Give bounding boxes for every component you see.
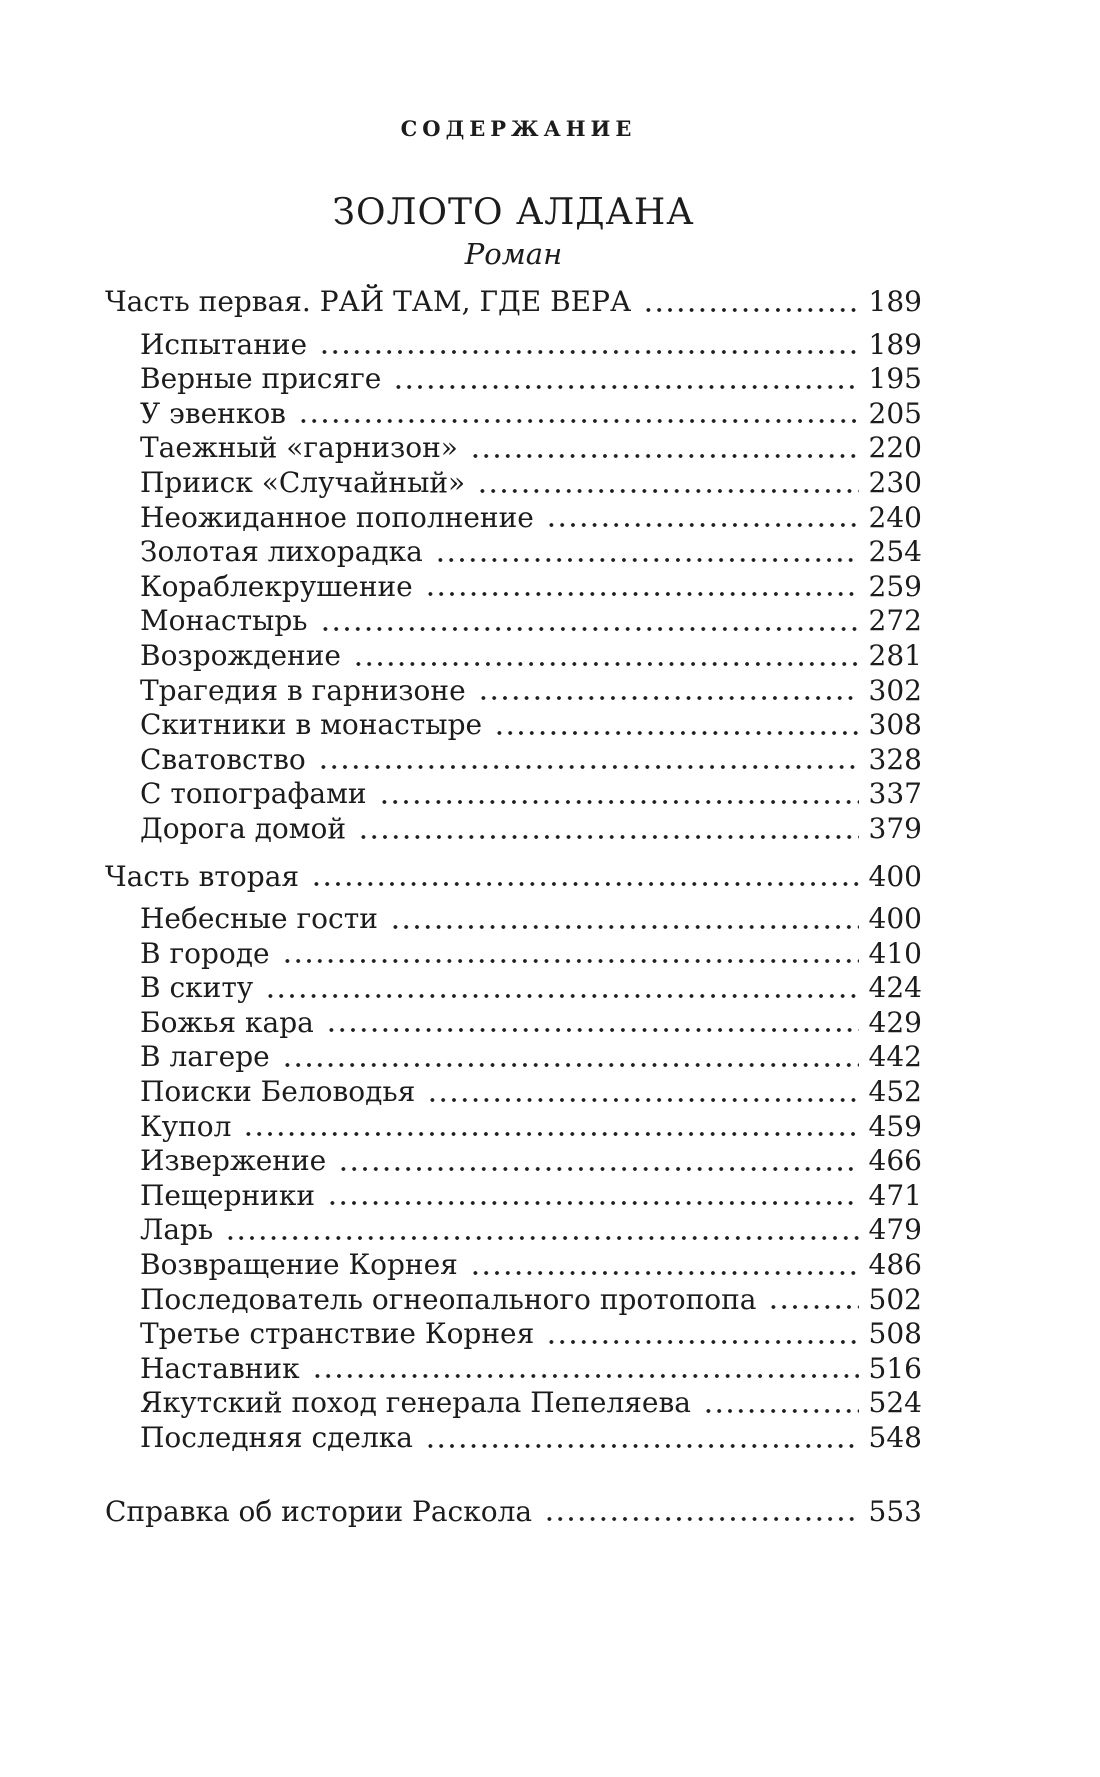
toc-leader-dots (315, 743, 859, 778)
toc-leader-dots (262, 971, 858, 1006)
toc-entry-title: Божья кара (140, 1005, 314, 1039)
toc-entry (105, 1386, 922, 1421)
toc-leader-dots (376, 777, 859, 812)
toc-entry-title: Якутский поход генерала Пепеляева (140, 1386, 691, 1420)
toc-leader-dots (422, 570, 859, 605)
toc-entry (105, 1110, 922, 1145)
toc-entry-title: Часть первая. РАЙ ТАМ, ГДЕ ВЕРА (105, 285, 632, 318)
toc-list (105, 285, 922, 1529)
toc-entry-title: Дорога домой (140, 811, 347, 845)
toc-entry-page: 400 (868, 902, 922, 936)
toc-entry-page: 516 (868, 1351, 922, 1385)
toc-entry-title: У эвенков (140, 396, 286, 430)
toc-entry (105, 1179, 922, 1214)
toc-entry-page: 308 (868, 708, 922, 742)
page-title: СОДЕРЖАНИЕ (400, 116, 637, 141)
toc-entry-page: 459 (868, 1109, 922, 1143)
toc-entry-title: Последователь огнеопального протопопа (140, 1282, 757, 1316)
toc-entry-title: Пещерники (140, 1178, 315, 1212)
toc-entry (105, 1317, 922, 1352)
toc-entry-title: Таежный «гарнизон» (140, 431, 458, 465)
book-subtitle: Роман (464, 237, 563, 271)
toc-leader-dots (240, 1110, 858, 1145)
toc-entry (105, 570, 922, 605)
toc-entry-page: 230 (868, 465, 922, 499)
toc-entry-page: 272 (868, 604, 922, 638)
toc-entry (105, 1352, 922, 1387)
toc-entry (105, 1144, 922, 1179)
toc-entry-page: 424 (868, 971, 922, 1005)
toc-entry-page: 328 (868, 742, 922, 776)
toc-leader-dots (467, 1248, 859, 1283)
toc-leader-dots (316, 328, 858, 363)
toc-entry-page: 240 (868, 500, 922, 534)
toc-entry-title: Последняя сделка (140, 1421, 413, 1454)
toc-entry-page: 486 (868, 1248, 922, 1282)
toc-entry-page: 508 (868, 1317, 922, 1351)
toc-entry (105, 708, 922, 743)
toc-entry-page: 205 (868, 396, 922, 430)
toc-entry (105, 535, 922, 570)
toc-entry (105, 362, 922, 397)
toc-leader-dots (390, 362, 858, 397)
toc-entry (105, 1283, 922, 1318)
toc-leader-dots (350, 639, 859, 674)
toc-entry (105, 1040, 922, 1075)
book-title: ЗОЛОТО АЛДАНА (332, 192, 695, 233)
toc-leader-dots (491, 708, 858, 743)
toc-leader-dots (309, 1352, 859, 1387)
toc-leader-dots (474, 466, 858, 501)
toc-leader-dots (543, 1317, 858, 1352)
toc-entry (105, 285, 922, 320)
toc-entry-title: Третье странствие Корнея (140, 1317, 535, 1351)
toc-leader-dots (424, 1075, 858, 1110)
toc-entry-title: Купол (140, 1109, 232, 1143)
toc-leader-dots (467, 431, 859, 466)
toc-entry-title: Кораблекрушение (140, 569, 413, 603)
toc-entry-page: 410 (868, 936, 922, 970)
toc-entry-page: 195 (868, 362, 922, 396)
toc-leader-dots (541, 1495, 858, 1530)
toc-entry-title: Скитники в монастыре (140, 708, 483, 742)
toc-entry (105, 328, 922, 363)
toc-leader-dots (640, 285, 858, 320)
toc-leader-dots (323, 1006, 859, 1041)
toc-leader-dots (422, 1421, 859, 1456)
toc-entry (105, 1495, 922, 1530)
toc-entry (105, 937, 922, 972)
toc-entry-title: В городе (140, 936, 270, 970)
toc-entry (105, 902, 922, 937)
toc-entry-title: В скиту (140, 971, 254, 1005)
toc-entry-page: 442 (868, 1040, 922, 1074)
toc-leader-dots (308, 860, 859, 895)
toc-leader-dots (335, 1144, 858, 1179)
toc-entry-title: Возвращение Корнея (140, 1248, 458, 1282)
toc-entry-title: Небесные гости (140, 902, 378, 936)
toc-entry (105, 812, 922, 847)
toc-entry (105, 777, 922, 812)
toc-entry (105, 397, 922, 432)
toc-leader-dots (543, 501, 859, 536)
toc-entry (105, 971, 922, 1006)
toc-entry (105, 1421, 922, 1456)
toc-entry (105, 860, 922, 895)
toc-entry-title: Справка об истории Раскола (105, 1494, 533, 1528)
toc-entry-title: Возрождение (140, 638, 341, 672)
toc-entry-page: 189 (868, 285, 922, 318)
toc-entry-page: 220 (868, 431, 922, 465)
toc-entry (105, 1075, 922, 1110)
toc-entry-page: 502 (868, 1282, 922, 1316)
toc-entry (105, 431, 922, 466)
toc-entry-title: Монастырь (140, 604, 308, 638)
toc-entry-page: 548 (868, 1421, 922, 1454)
toc-entry-page: 466 (868, 1144, 922, 1178)
toc-leader-dots (700, 1386, 859, 1421)
toc-entry-title: Прииск «Случайный» (140, 465, 466, 499)
toc-leader-dots (222, 1213, 858, 1248)
toc-entry-title: Ларь (140, 1213, 214, 1247)
toc-entry-title: Поиски Беловодья (140, 1075, 416, 1109)
toc-entry-page: 337 (868, 777, 922, 811)
toc-entry-title: Испытание (140, 327, 308, 361)
toc-entry (105, 466, 922, 501)
toc-entry-title: Трагедия в гарнизоне (140, 673, 466, 707)
toc-leader-dots (387, 902, 859, 937)
toc-entry-page: 302 (868, 673, 922, 707)
toc-entry-page: 379 (868, 811, 922, 845)
toc-entry-page: 259 (868, 569, 922, 603)
toc-entry-title: Извержение (140, 1144, 327, 1178)
toc-leader-dots (765, 1283, 858, 1318)
toc-entry-title: Неожиданное пополнение (140, 500, 534, 534)
toc-entry (105, 1248, 922, 1283)
toc-entry-title: Наставник (140, 1351, 300, 1385)
toc-leader-dots (279, 937, 859, 972)
toc-entry-page: 189 (868, 327, 922, 361)
toc-entry-page: 400 (868, 859, 922, 893)
toc-leader-dots (432, 535, 859, 570)
toc-entry-page: 452 (868, 1075, 922, 1109)
toc-entry-page: 479 (868, 1213, 922, 1247)
toc-leader-dots (355, 812, 858, 847)
toc-entry (105, 1006, 922, 1041)
toc-entry-title: Золотая лихорадка (140, 535, 423, 569)
toc-entry-page: 471 (868, 1178, 922, 1212)
toc-entry-title: Сватовство (140, 742, 306, 776)
toc-entry (105, 501, 922, 536)
toc-entry-title: С топографами (140, 777, 367, 811)
toc-entry-title: В лагере (140, 1040, 270, 1074)
toc-entry-page: 553 (868, 1494, 922, 1528)
toc-entry (105, 604, 922, 639)
toc-entry-page: 524 (868, 1386, 922, 1420)
toc-leader-dots (295, 397, 859, 432)
toc-leader-dots (279, 1040, 859, 1075)
toc-entry-title: Часть вторая (105, 859, 300, 893)
toc-entry-page: 429 (868, 1005, 922, 1039)
toc-entry (105, 639, 922, 674)
toc-entry (105, 674, 922, 709)
toc-entry (105, 743, 922, 778)
toc-entry-page: 254 (868, 535, 922, 569)
toc-entry-page: 281 (868, 638, 922, 672)
toc-entry (105, 1213, 922, 1248)
toc-leader-dots (317, 604, 859, 639)
toc-entry-title: Верные присяге (140, 362, 382, 396)
toc-leader-dots (475, 674, 859, 709)
toc-leader-dots (324, 1179, 859, 1214)
